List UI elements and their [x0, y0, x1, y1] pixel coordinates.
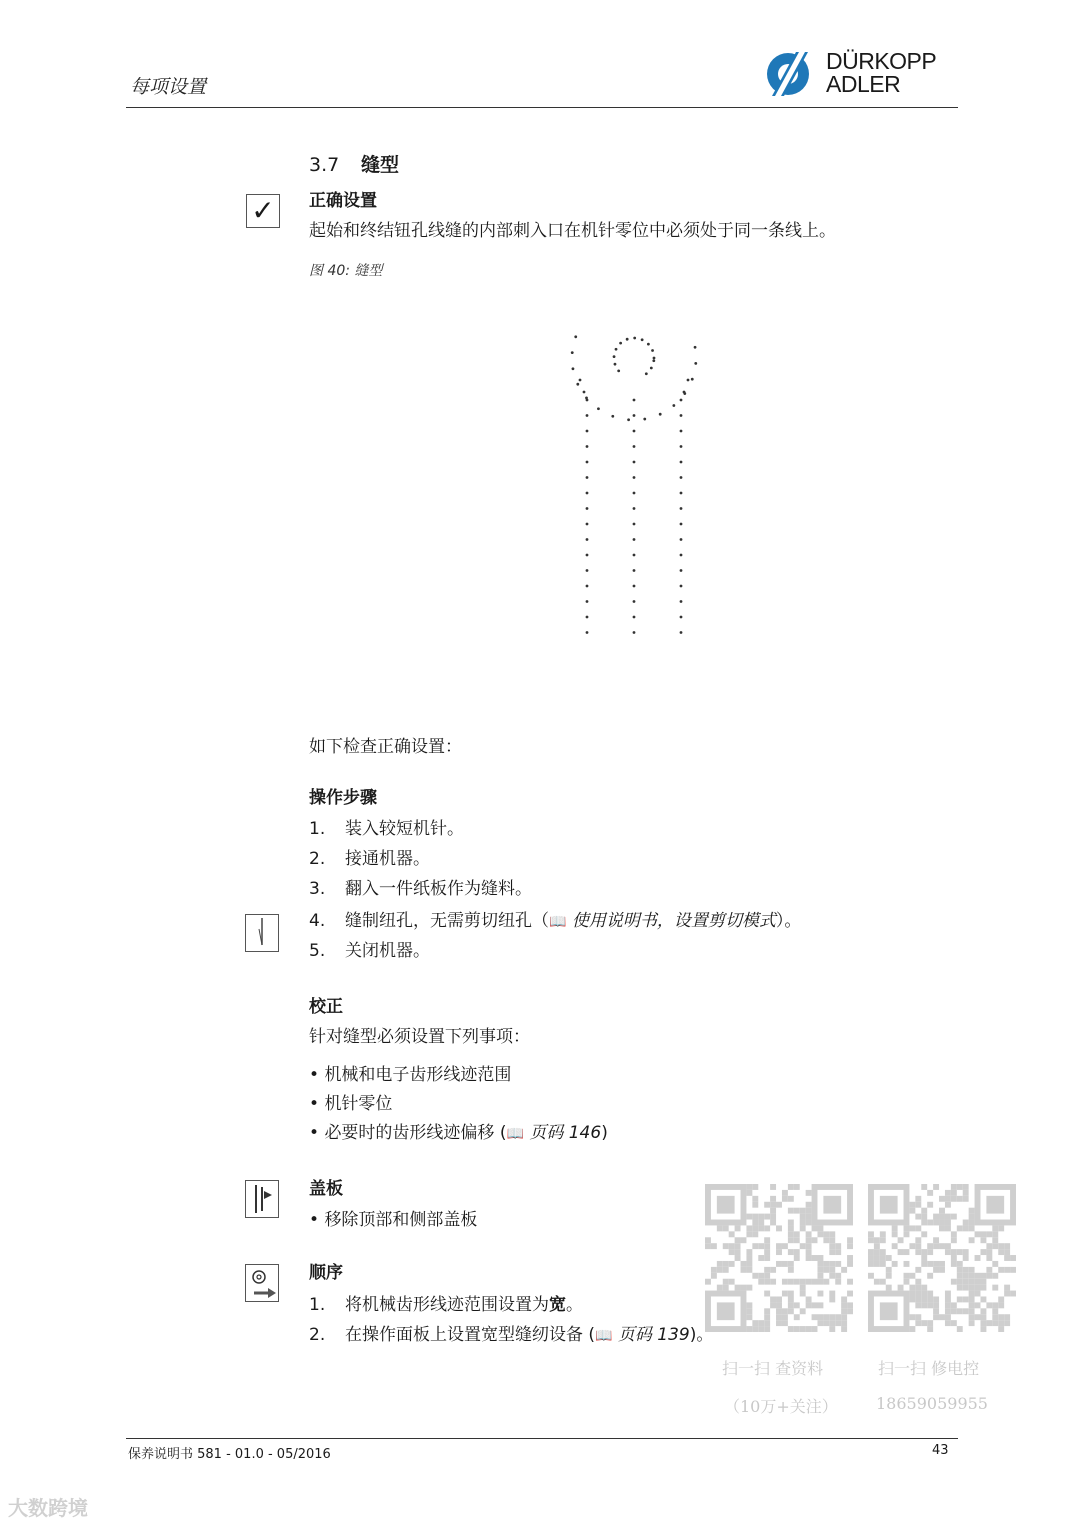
seam-stitch-dot — [633, 569, 636, 572]
book-icon: 📖 — [595, 1328, 613, 1344]
section-title — [309, 150, 399, 177]
seam-stitch-dot — [611, 415, 614, 418]
seam-stitch-dot — [586, 631, 589, 634]
seam-stitch-dot — [586, 585, 589, 588]
seam-stitch-dot — [633, 445, 636, 448]
seam-stitch-dot — [617, 369, 620, 372]
sequence-heading: 顺序 — [309, 1263, 343, 1283]
seam-stitch-dot — [680, 445, 683, 448]
seam-stitch-dot — [572, 367, 575, 370]
seam-stitch-dot — [680, 600, 683, 603]
seam-stitch-dot — [576, 383, 579, 386]
procedure-heading: 操作步骤 — [309, 788, 377, 808]
seam-stitch-dot — [680, 523, 683, 526]
seam-stitch-dot — [626, 338, 629, 341]
seam-stitch-dot — [586, 461, 589, 464]
seam-stitch-dot — [579, 379, 582, 382]
seam-stitch-dot — [645, 372, 648, 375]
seam-stitch-dot — [680, 569, 683, 572]
procedure-step: 4. 缝制纽孔，无需剪切纽孔（📖 使用说明书，设置剪切模式）。 — [309, 911, 802, 931]
seam-stitch-dot — [680, 554, 683, 557]
seam-stitch-dot — [647, 343, 650, 346]
seam-stitch-dot — [586, 616, 589, 619]
seam-stitch-dot — [683, 391, 686, 394]
adjustment-item: • 机针零位 — [309, 1094, 393, 1114]
qr-code-watermark-2 — [868, 1184, 1016, 1332]
adjustment-list — [309, 1060, 608, 1147]
procedure-step: 2. 接通机器。 — [309, 849, 430, 869]
seam-stitch-dot — [633, 507, 636, 510]
seam-stitch-dot — [586, 569, 589, 572]
seam-stitch-dot — [633, 461, 636, 464]
seam-stitch-dot — [672, 404, 675, 407]
seam-stitch-dot — [586, 554, 589, 557]
seam-stitch-dot — [694, 362, 697, 365]
seam-stitch-dot — [680, 538, 683, 541]
seam-stitch-dot — [586, 445, 589, 448]
seam-stitch-dot — [586, 507, 589, 510]
seam-stitch-dot — [586, 492, 589, 495]
seam-stitch-dot — [571, 351, 574, 354]
procedure-list — [309, 814, 801, 966]
section-number: 3.7 — [309, 154, 340, 176]
seam-stitch-dot — [586, 600, 589, 603]
sequence-list — [309, 1290, 713, 1350]
manual-reference: 使用说明书，设置剪切模式 — [571, 911, 776, 931]
procedure-step: 5. 关闭机器。 — [309, 941, 430, 961]
qr-code-watermark-1 — [705, 1184, 853, 1332]
figure-caption: 图 40: 缝型 — [309, 263, 383, 279]
seam-stitch-dot — [583, 391, 586, 394]
watermark-text-3: 扫一扫 修电控 — [878, 1359, 980, 1378]
buttonhole-seam-diagram — [540, 280, 740, 660]
procedure-step: 1. 装入较短机针。 — [309, 819, 464, 839]
checkmark-icon: ✓ — [246, 194, 280, 228]
adjustment-heading: 校正 — [309, 997, 343, 1017]
needle-icon — [245, 914, 279, 952]
procedure-step: 3. 翻入一件纸板作为缝料。 — [309, 879, 532, 899]
seam-stitch-dot — [653, 357, 656, 360]
seam-stitch-dot — [633, 538, 636, 541]
seam-stitch-dot — [633, 414, 636, 417]
page-reference: 页码 139 — [617, 1325, 690, 1345]
sequence-step: 1. 将机械齿形线迹范围设置为宽。 — [309, 1295, 583, 1315]
seam-stitch-dot — [643, 418, 646, 421]
chapter-title: 每项设置 — [130, 76, 207, 98]
seam-stitch-dot — [680, 414, 683, 417]
section-name: 缝型 — [361, 154, 400, 176]
seam-stitch-dot — [633, 399, 636, 402]
seam-stitch-dot — [691, 378, 694, 381]
seam-stitch-dot — [641, 338, 644, 341]
seam-stitch-dot — [687, 379, 690, 382]
seam-stitch-dot — [586, 430, 589, 433]
check-intro-text: 如下检查正确设置： — [309, 737, 462, 757]
footer-document-info: 保养说明书 581 - 01.0 - 05/2016 — [128, 1447, 331, 1462]
corner-watermark: 大数跨境 — [8, 1496, 88, 1520]
watermark-text-1: 扫一扫 查资料 — [722, 1359, 824, 1378]
seam-stitch-dot — [694, 346, 697, 349]
logo-mark-icon — [762, 50, 822, 98]
seam-stitch-dot — [633, 476, 636, 479]
seam-stitch-dot — [680, 585, 683, 588]
seam-stitch-dot — [586, 414, 589, 417]
seam-stitch-dot — [574, 335, 577, 338]
correct-setting-text: 起始和终结钮孔线缝的内部刺入口在机针零位中必须处于同一条线上。 — [309, 221, 836, 241]
seam-stitch-dot — [619, 342, 622, 345]
correct-setting-heading: 正确设置 — [309, 191, 377, 211]
seam-stitch-dot — [633, 523, 636, 526]
seam-stitch-dot — [586, 476, 589, 479]
seam-stitch-dot — [633, 600, 636, 603]
logo-line-2: ADLER — [826, 71, 901, 97]
seam-stitch-dot — [680, 616, 683, 619]
seam-stitch-dot — [650, 367, 653, 370]
book-icon: 📖 — [506, 1126, 524, 1142]
seam-stitch-dot — [586, 523, 589, 526]
cover-plate-icon — [245, 1180, 279, 1218]
book-icon: 📖 — [549, 914, 567, 930]
durkopp-adler-logo — [762, 50, 958, 100]
page-number: 43 — [932, 1443, 949, 1458]
seam-stitch-dot — [633, 337, 636, 340]
page-reference: 页码 146 — [529, 1123, 602, 1143]
watermark-text-4: 18659059955 — [876, 1394, 988, 1413]
seam-stitch-dot — [633, 616, 636, 619]
footer-rule — [126, 1438, 958, 1439]
seam-stitch-dot — [680, 507, 683, 510]
sequence-step: 2. 在操作面板上设置宽型缝纫设备 (📖 页码 139)。 — [309, 1325, 714, 1345]
seam-stitch-dot — [613, 355, 616, 358]
gear-arrow-icon — [245, 1264, 279, 1302]
seam-stitch-dot — [633, 430, 636, 433]
seam-stitch-dot — [680, 492, 683, 495]
seam-stitch-dot — [680, 476, 683, 479]
seam-stitch-dot — [597, 407, 600, 410]
watermark-text-2: （10万+关注） — [724, 1397, 838, 1416]
seam-stitch-dot — [680, 461, 683, 464]
adjustment-item: • 机械和电子齿形线迹范围 — [309, 1065, 512, 1085]
seam-stitch-dot — [652, 359, 655, 362]
logo-text — [826, 50, 936, 96]
seam-stitch-dot — [680, 399, 683, 402]
seam-stitch-dot — [585, 396, 588, 399]
seam-stitch-dot — [633, 492, 636, 495]
seam-stitch-dot — [614, 363, 617, 366]
seam-stitch-dot — [586, 538, 589, 541]
seam-stitch-dot — [659, 413, 662, 416]
seam-stitch-dot — [651, 349, 654, 352]
seam-stitch-dot — [680, 430, 683, 433]
adjustment-intro: 针对缝型必须设置下列事项： — [309, 1027, 530, 1047]
cover-item: • 移除顶部和侧部盖板 — [309, 1210, 478, 1230]
seam-stitch-dot — [633, 554, 636, 557]
logo-line-1: DÜRKOPP — [826, 48, 937, 74]
header-rule — [126, 107, 958, 108]
adjustment-item: • 必要时的齿形线迹偏移 (📖 页码 146) — [309, 1123, 608, 1143]
seam-stitch-dot — [627, 418, 630, 421]
cover-heading: 盖板 — [309, 1179, 343, 1199]
seam-stitch-dot — [633, 585, 636, 588]
seam-stitch-dot — [615, 348, 618, 351]
seam-stitch-dot — [633, 631, 636, 634]
seam-stitch-dot — [680, 631, 683, 634]
